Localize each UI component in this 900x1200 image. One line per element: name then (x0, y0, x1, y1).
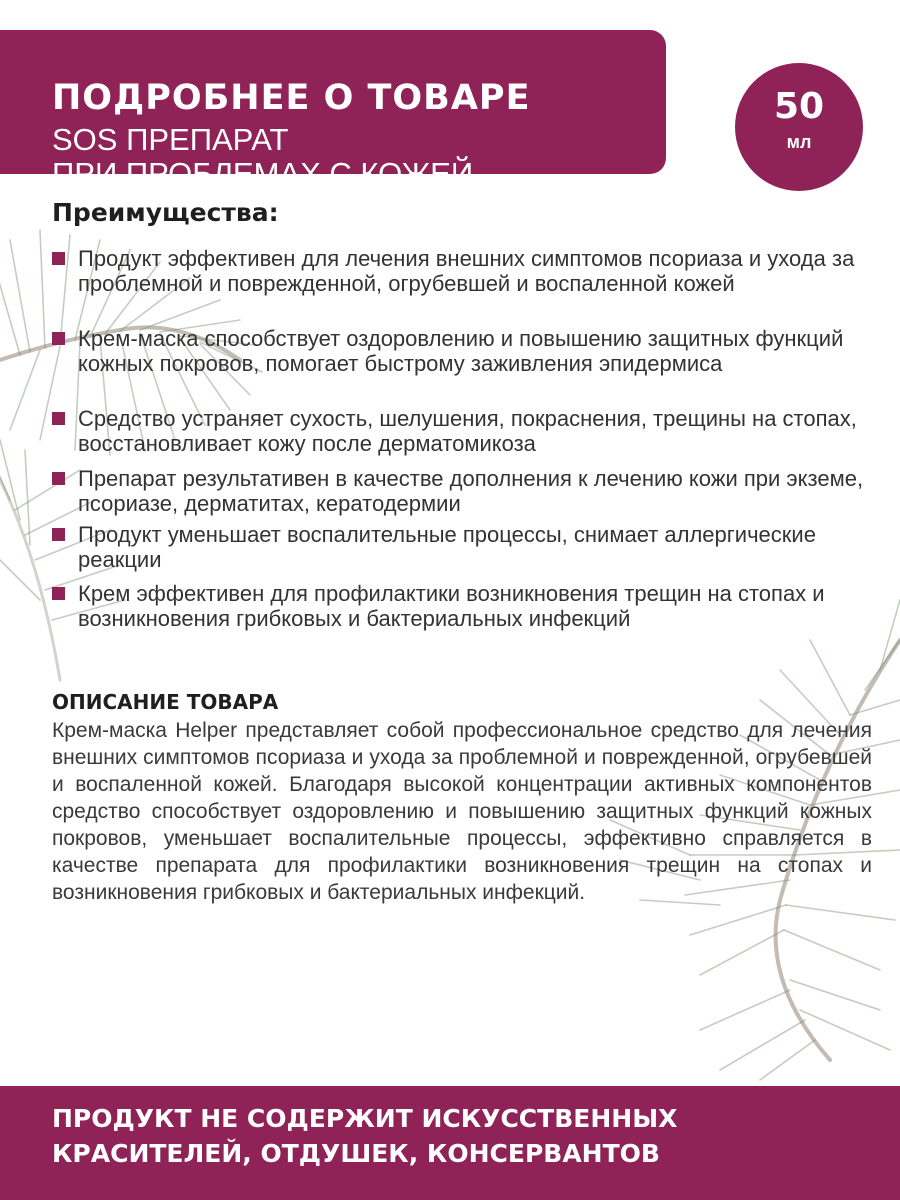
footer-line1: ПРОДУКТ НЕ СОДЕРЖИТ ИСКУССТВЕННЫХ (52, 1104, 678, 1133)
advantage-item (52, 326, 892, 376)
bullet-square-icon (52, 587, 65, 600)
description-text: Крем-маска Helper представляет собой профессиональное средство для лечения внешних симптомов псориаза и ухода за проблемной и поврежденной, огрубевшей и воспаленной кожей. Благодаря высокой концентрации активных компонентов средство способствует оздоровлению и повышению защитных функций кожных покровов, уменьшает воспалительные процессы, эффективно справляется в качестве препарата для профилактики возникновения трещин на стопах и возникновения грибковых и бактериальных инфекций. (52, 719, 872, 904)
volume-value: 50 (773, 86, 825, 127)
advantage-text: Средство устраняет сухость, шелушения, покраснения, трещины на стопах, восстановливает кожу после дерматомикоза (78, 406, 857, 456)
advantage-item (52, 246, 892, 296)
volume-unit: мл (786, 132, 812, 152)
bullet-square-icon (52, 252, 65, 265)
advantage-item (52, 466, 892, 516)
bullet-square-icon (52, 528, 65, 541)
volume-badge (735, 63, 863, 191)
advantages-heading: Преимущества: (52, 198, 279, 227)
bullet-square-icon (52, 472, 65, 485)
advantage-text: Продукт эффективен для лечения внешних симптомов псориаза и ухода за проблемной и поврежденной, огрубевшей и воспаленной кожей (78, 246, 855, 296)
advantage-text: Препарат результативен в качестве дополнения к лечению кожи при экземе, псориазе, дерматитах, кератодермии (78, 466, 864, 516)
footer-banner (0, 1086, 900, 1200)
advantage-item (52, 406, 892, 456)
advantage-item (52, 581, 892, 631)
advantage-item (52, 522, 892, 572)
advantage-text: Крем-маска способствует оздоровлению и повышению защитных функций кожных покровов, помогает быстрому заживления эпидермиса (78, 326, 844, 376)
bullet-square-icon (52, 332, 65, 345)
page-title: ПОДРОБНЕЕ О ТОВАРЕ (52, 78, 531, 118)
description-heading: ОПИСАНИЕ ТОВАРА (52, 690, 279, 714)
advantage-text: Продукт уменьшает воспалительные процессы, снимает аллергические реакции (78, 522, 816, 572)
advantage-text: Крем эффективен для профилактики возникновения трещин на стопах и возникновения грибковых и бактериальных инфекций (78, 581, 825, 631)
footer-line2: КРАСИТЕЛЕЙ, ОТДУШЕК, КОНСЕРВАНТОВ (52, 1139, 660, 1168)
bullet-square-icon (52, 412, 65, 425)
header-banner (0, 30, 666, 191)
product-subtitle-line2: ПРИ ПРОБЛЕМАХ С КОЖЕЙ (52, 156, 474, 191)
product-subtitle-line1: SOS ПРЕПАРАТ (52, 122, 289, 157)
